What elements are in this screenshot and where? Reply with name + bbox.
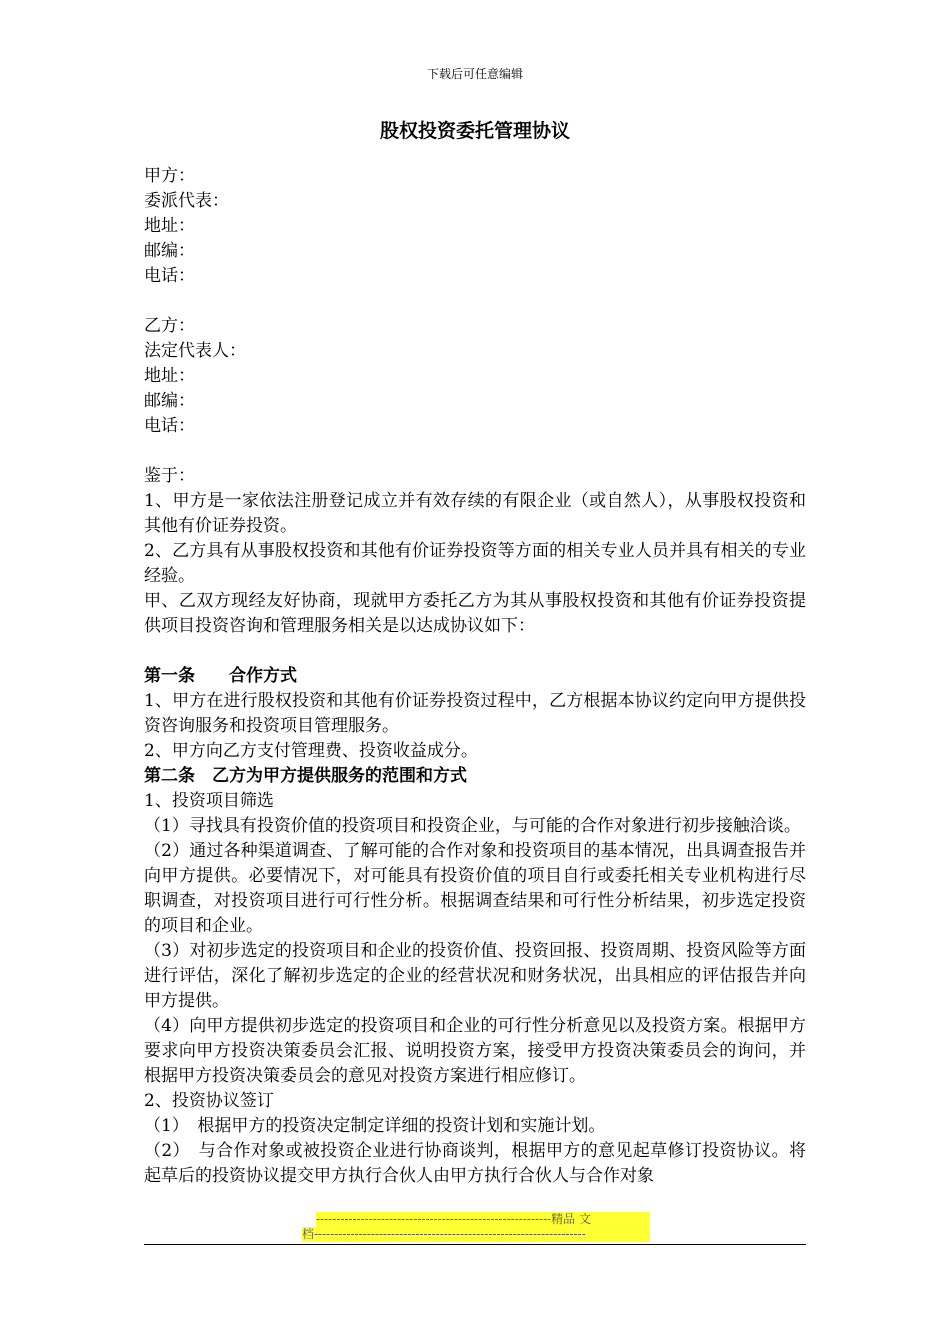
article-2-item: （1）寻找具有投资价值的投资项目和投资企业，与可能的合作对象进行初步接触洽谈。	[144, 816, 801, 836]
spacer	[144, 439, 806, 464]
footer-watermark-line: 档-------------------------------------------------------------------	[302, 1227, 650, 1242]
party-a-block	[144, 164, 806, 289]
article-1	[144, 664, 806, 764]
article-2-item: （4）向甲方提供初步选定的投资项目和企业的可行性分析意见以及投资方案。根据甲方要求向甲方投资决策委员会汇报、说明投资方案，接受甲方投资决策委员会的询问，并根据甲方投资决策委员会的意见对投资方案进行相应修订。	[144, 1016, 806, 1086]
article-1-item: 1、甲方在进行股权投资和其他有价证券投资过程中，乙方根据本协议约定向甲方提供投资咨询服务和投资项目管理服务。	[144, 691, 806, 736]
article-2-item: （2） 与合作对象或被投资企业进行协商谈判，根据甲方的意见起草修订投资协议。将起草后的投资协议提交甲方执行合伙人由甲方执行合伙人与合作对象	[144, 1141, 806, 1186]
party-b-phone: 电话：	[144, 416, 195, 436]
whereas-item: 1、甲方是一家依法注册登记成立并有效存续的有限企业（或自然人），从事股权投资和其他有价证券投资。	[144, 491, 806, 536]
document-title: 股权投资委托管理协议	[379, 120, 570, 142]
article-2-item: （2）通过各种渠道调查、了解可能的合作对象和投资项目的基本情况，出具调查报告并向甲方提供。必要情况下，对可能具有投资价值的项目自行或委托相关专业机构进行尽职调查，对投资项目进行可行性分析。根据调查结果和可行性分析结果，初步选定投资的项目和企业。	[144, 841, 806, 936]
article-2-heading: 第二条 乙方为甲方提供服务的范围和方式	[144, 766, 467, 786]
party-b-address: 地址：	[144, 366, 195, 386]
article-2-item: （3）对初步选定的投资项目和企业的投资价值、投资回报、投资周期、投资风险等方面进行评估，深化了解初步选定的企业的经营状况和财务状况，出具相应的评估报告并向甲方提供。	[144, 941, 806, 1011]
spacer	[144, 289, 806, 314]
document-body	[144, 164, 806, 1189]
spacer	[144, 639, 806, 664]
article-2	[144, 764, 806, 1189]
article-1-item: 2、甲方向乙方支付管理费、投资收益成分。	[144, 741, 478, 761]
footer-rule	[144, 1244, 806, 1245]
whereas-block	[144, 464, 806, 639]
article-2-item: 1、投资项目筛选	[144, 791, 274, 811]
party-a-phone: 电话：	[144, 266, 195, 286]
article-1-heading: 第一条 合作方式	[144, 666, 297, 686]
header-note: 下载后可任意编辑	[426, 67, 523, 81]
article-2-item: 2、投资协议签订	[144, 1091, 274, 1111]
party-a-address: 地址：	[144, 216, 195, 236]
party-a-postcode: 邮编：	[144, 241, 195, 261]
party-a-representative: 委派代表：	[144, 191, 229, 211]
party-a-label: 甲方：	[144, 166, 195, 186]
whereas-item: 甲、乙双方现经友好协商，现就甲方委托乙方为其从事股权投资和其他有价证券投资提供项目投资咨询和管理服务相关是以达成协议如下：	[144, 591, 806, 636]
footer-watermark-line: ----------------------------------------------------------精品 文	[316, 1212, 650, 1227]
footer-watermark	[302, 1212, 650, 1242]
party-b-block	[144, 314, 806, 439]
whereas-item: 2、乙方具有从事股权投资和其他有价证券投资等方面的相关专业人员并具有相关的专业经验。	[144, 541, 806, 586]
party-b-postcode: 邮编：	[144, 391, 195, 411]
article-2-item: （1） 根据甲方的投资决定制定详细的投资计划和实施计划。	[144, 1116, 606, 1136]
whereas-label: 鉴于：	[144, 466, 195, 486]
party-b-label: 乙方：	[144, 316, 195, 336]
party-b-legal-rep: 法定代表人：	[144, 341, 246, 361]
